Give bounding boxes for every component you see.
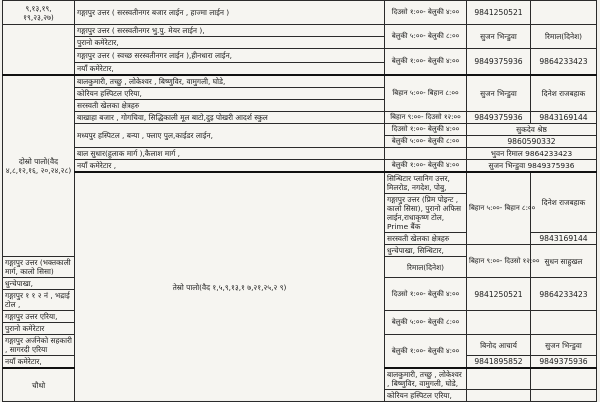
table-row — [3, 1, 597, 25]
empty-cell — [467, 368, 531, 390]
empty-cell — [531, 368, 597, 390]
area-cell: कोरियन हस्पिटल एरिया, — [75, 88, 385, 100]
time-cell: बिहान ५:००- बिहान ८:०० — [467, 172, 531, 245]
schedule-sheet — [2, 0, 596, 400]
empty-cell — [467, 311, 531, 335]
area-cell: गङ्गापुर उत्तर ( सरस्वतीनगर बजार लाईन , हाज्मा लाईन ) — [75, 1, 385, 25]
area-cell: कोरियन हस्पिटल एरिया, — [385, 390, 467, 402]
schedule-table — [2, 0, 597, 402]
area-cell: धुन्चेपाखा, — [3, 278, 75, 290]
phone-cell: 9864233423 — [531, 49, 597, 76]
area-cell: गङ्गापुर उत्तर ( स्वच्छ सरस्वतीनगर लाईन ),हीनधारा लाईन, — [75, 49, 385, 63]
ward-label-cont: ९,१३,१९, १९,२३,२७) — [3, 1, 75, 25]
phone-cell: 9860590332 — [467, 136, 597, 148]
area-cell: बाल सुधार(हुलाक मार्ग ),कैलाश मार्ग , — [75, 148, 385, 160]
area-cell: पुरानो कमेरेटार — [3, 323, 75, 335]
table-row — [3, 160, 597, 173]
time-cell: दिउसो १:००- बेलुकी ४:०० — [385, 124, 467, 136]
table-row — [3, 49, 597, 63]
time-cell: बिहान ९:००- दिउसो १२:०० — [467, 245, 531, 278]
area-cell: बालकुमारी, तच्छु , लोकेश्वर , बिष्णुविर, वामुगली, घोडे, — [385, 368, 467, 390]
empty-cell — [531, 390, 597, 402]
ward-label: दोस्रो पालो(वैद ४,८,१२,१६, २०,२४,२८) — [3, 75, 75, 257]
area-cell: गङ्गापुर अर्जनेको सहकारी , सागरदी एरिया — [3, 335, 75, 356]
phone-cell: 9864233423 — [531, 278, 597, 311]
phone-cell: 9841895852 — [467, 356, 531, 369]
area-cell: नयाँ कमेरेटार , — [75, 160, 385, 173]
area-cell: नयाँ कमेरेटार, — [3, 356, 75, 369]
area-cell: गङ्गापुर १ १ २ नं , भद्राई टोल , — [3, 290, 75, 311]
phone-cell: 9843169144 — [531, 112, 597, 124]
ward-empty — [3, 25, 75, 76]
phone-cell: 9841250521 — [467, 1, 531, 25]
empty-cell — [467, 390, 531, 402]
table-row — [3, 148, 597, 160]
area-cell: सरस्वती खेलका क्षेत्रहरु — [385, 233, 467, 245]
table-row — [3, 172, 597, 194]
table-row — [3, 75, 597, 88]
phone-cell: 9849375936 — [531, 356, 597, 369]
table-row — [3, 124, 597, 136]
area-cell: गङ्गापुर उत्तर ( सरस्वतीनगर भु.पु. मेयर लाईन ), — [75, 25, 385, 37]
name-cell: सुधन साहुखल — [531, 245, 597, 278]
name-cell: रिमाल(दिनेश) — [531, 25, 597, 49]
area-cell: गङ्गापुर उत्तर एरिया, — [3, 311, 75, 323]
empty-cell — [531, 311, 597, 335]
time-cell: बेलुकी ५:००- बेलुकी ८:०० — [385, 136, 467, 148]
name-cell: भुवन रिमाल 9864233423 — [467, 148, 597, 160]
area-cell: सरस्वती खेलका क्षेत्रहरु — [75, 100, 385, 112]
area-cell: मध्यपुर हस्पिटल , बन्या , फ्लाए पुल,काईडर लाईन, — [75, 124, 385, 148]
name-cell: सुकदेव श्रेष्ठ — [467, 124, 597, 136]
phone-cell: 9843169144 — [531, 233, 597, 245]
name-cell: दिनेश राजबहाक — [531, 75, 597, 112]
time-cell: दिउसो १:००- बेलुकी ४:०० — [385, 1, 467, 25]
area-cell: नयाँ कमेरेटार, — [75, 63, 385, 76]
area-cell: सिन्धिटार प्लानिग उत्तर, मिलरोड, नगदेश, पोबु, — [385, 172, 467, 194]
time-cell: बिहान ५:००- बिहान ८:०० — [385, 75, 467, 112]
area-cell: बाखाहा बजार , गोगचिवा, सिद्धिकाली मूल बाटो,दुइ पोखरी आदर्श स्कुल — [75, 112, 385, 124]
name-cell: दिनेश राजबहाक — [531, 172, 597, 233]
time-cell: बेलुकी ५:००- बेलुकी ८:०० — [385, 25, 467, 49]
area-cell: बालकुमारी, तच्छु , लोकेश्वर , बिष्णुविर, वामुगली, घोडे, — [75, 75, 385, 88]
time-cell: बेलुकी १:००- बेलुकी ४:०० — [385, 335, 467, 369]
ward-label: तेस्रो पालो(वैद १,५,९,१३,१ ७,२१,२५,२ ९) — [75, 172, 385, 402]
name-cell: सुजन भिन्डुवा — [467, 75, 531, 112]
area-cell: गङ्गापुर उत्तर (भक्तकाली मार्ग, कालो सिसा) — [3, 257, 75, 278]
name-cell: सुजन भिन्डुवा — [467, 25, 531, 49]
name-cell: सुजन भिन्डुवा — [531, 335, 597, 356]
time-cell: बेलुकी १:००- बेलुकी ४:०० — [385, 160, 467, 173]
empty-cell — [531, 1, 597, 25]
time-cell: बिहान ९:००- दिउसो १२:०० — [385, 112, 467, 124]
area-cell: धुन्चेपाखा, सिन्धिटार, — [385, 245, 467, 257]
phone-cell: 9841250521 — [467, 278, 531, 311]
area-cell: गङ्गापुर उत्तर (प्रिम पोइन्ट , कालो सिसा), पुरानो अफिस लाईन,राधाकृष्ण टोल, Prime बैंक — [385, 194, 467, 233]
ward-label: चौथो — [3, 368, 75, 402]
time-cell: बेलुकी ५:००- बेलुकी ८:०० — [385, 311, 467, 335]
time-cell: बेलुकी १:००- बेलुकी ४:०० — [385, 49, 467, 76]
phone-cell: 9849375936 — [467, 112, 531, 124]
name-cell: सुजन भिन्डुवा 9849375936 — [467, 160, 597, 173]
empty-cell — [385, 148, 467, 160]
table-row — [3, 25, 597, 37]
time-cell: दिउसो १:००- बेलुकी ४:०० — [385, 278, 467, 311]
name-cell: रिमाल(दिनेश) — [385, 257, 467, 278]
phone-cell: 9849375936 — [467, 49, 531, 76]
name-cell: बिनोद आचार्य — [467, 335, 531, 356]
area-cell: पुरानो कमेरेटार, — [75, 37, 385, 49]
table-row — [3, 112, 597, 124]
